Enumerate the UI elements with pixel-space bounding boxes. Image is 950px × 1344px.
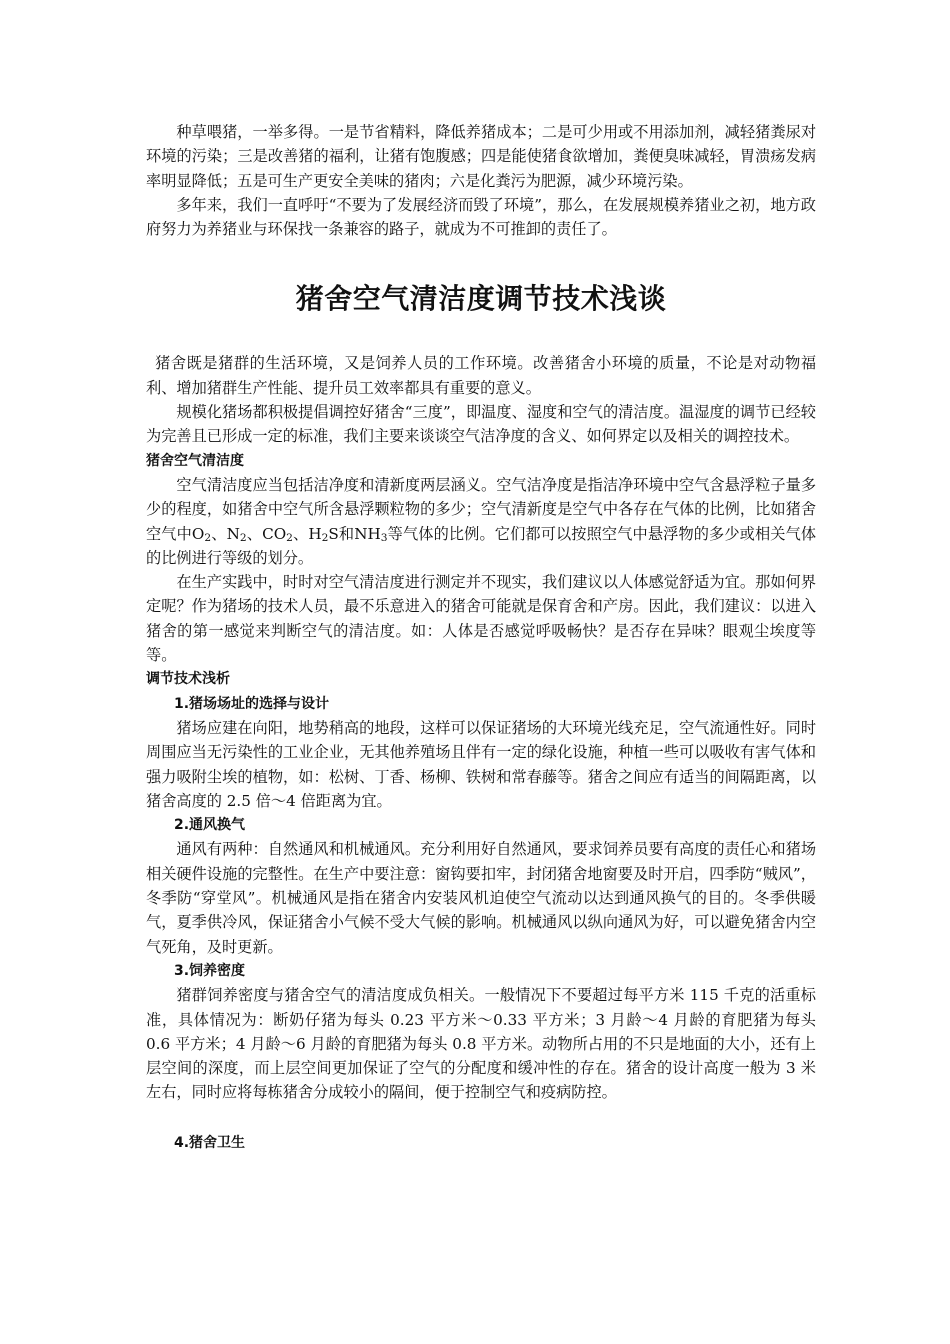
subheading-ventilation: 2.通风换气	[174, 817, 246, 834]
site-selection-paragraph: 猪场应建在向阳，地势稍高的地段，这样可以保证猪场的大环境光线充足，空气流通性好。同时周围应当无污染性的工业企业，无其他养殖场且伴有一定的绿化设施，种植一些可以吸收有害气体和强力吸附尘埃的植物，如：松树、丁香、杨柳、铁树和常春藤等。猪舍之间应有适当的间隔距离，以猪舍高度的 2.5 倍～4 倍距离为宜。	[146, 718, 816, 810]
intro-paragraph-1: 种草喂猪，一举多得。一是节省精料，降低养猪成本；二是可少用或不用添加剂，减轻猪粪尿对环境的污染；三是改善猪的福利，让猪有饱腹感；四是能使猪食欲增加，粪便臭味减轻，胃溃疡发病率明显降低；五是可生产更安全美味的猪肉；六是化粪污为肥源，减少环境污染。	[146, 123, 816, 190]
gas-n2: N2	[226, 524, 247, 544]
gas-h2s: H2S	[308, 524, 339, 544]
gas-co2: CO2	[262, 524, 293, 544]
paragraph-gap	[146, 1105, 816, 1131]
stocking-density-paragraph: 猪群饲养密度与猪舍空气的清洁度成负相关。一般情况下不要超过每平方米 115 千克的活重标准，具体情况为：断奶仔猪为每头 0.23 平方米～0.33 平方米；3 月龄～4 月龄的育肥猪为每头 0.6 平方米；4 月龄～6 月龄的育肥猪为每头 0.8 平方米。动物所占用的不只是地面的大小，还有上层空间的深度，而上层空间更加保证了空气的分配度和缓冲性的存在。猪舍的设计高度一般为 3 米左右，同时应将每栋猪舍分成较小的隔间，便于控制空气和疫病防控。	[146, 986, 816, 1102]
article-title: 猪舍空气清洁度调节技术浅谈	[295, 282, 667, 316]
gas-nh3: NH3	[354, 524, 388, 544]
section1-paragraph-1-part1: 空气清洁度应当包括洁净度和清新度两层涵义。空气洁净度是指洁净环境中空气含悬浮粒子量多少的程度，如猪舍中空气所含悬浮颗粒物的多少；空气清新度是空气中各存在气体的比例，比如猪舍空气中	[146, 475, 816, 543]
section1-paragraph-1-part2: 等气体的比例。它们都可以按照空气中悬浮物的多少或相关气体的比例进行等级的划分。	[146, 524, 817, 567]
subheading-site-selection: 1.猪场场址的选择与设计	[174, 695, 330, 712]
subheading-stocking-density: 3.饲养密度	[174, 962, 246, 979]
section1-paragraph-1: 空气清洁度应当包括洁净度和清新度两层涵义。空气洁净度是指洁净环境中空气含悬浮粒子量多少的程度，如猪舍中空气所含悬浮颗粒物的多少；空气清新度是空气中各存在气体的比例，比如猪舍空气中O2、N2、CO2、H2S和NH3等气体的比例。它们都可以按照空气中悬浮物的多少或相关气体的比例进行等级的划分。	[146, 475, 817, 567]
subheading-hygiene: 4.猪舍卫生	[174, 1134, 246, 1151]
article-paragraph-2: 规模化猪场都积极提倡调控好猪舍“三度”，即温度、湿度和空气的清洁度。温湿度的调节已经较为完善且已形成一定的标准，我们主要来谈谈空气洁净度的含义、如何界定以及相关的调控技术。	[146, 403, 816, 446]
section1-paragraph-2: 在生产实践中，时时对空气清洁度进行测定并不现实，我们建议以人体感觉舒适为宜。那如何界定呢？作为猪场的技术人员，最不乐意进入的猪舍可能就是保育舍和产房。因此，我们建议：以进入猪舍的第一感觉来判断空气的清洁度。如：人体是否感觉呼吸畅快？是否存在异味？眼观尘埃度等等。	[146, 573, 816, 665]
document-page	[146, 120, 816, 1155]
article-paragraph-1: 猪舍既是猪群的生活环境，又是饲养人员的工作环境。改善猪舍小环境的质量，不论是对动物福利、增加猪群生产性能、提升员工效率都具有重要的意义。	[146, 354, 816, 397]
section-heading-air-cleanliness: 猪舍空气清洁度	[146, 452, 244, 469]
intro-paragraph-2: 多年来，我们一直呼吁“不要为了发展经济而毁了环境”，那么，在发展规模养猪业之初，地方政府努力为养猪业与环保找一条兼容的路子，就成为不可推卸的责任了。	[146, 195, 816, 239]
ventilation-paragraph: 通风有两种：自然通风和机械通风。充分利用好自然通风，要求饲养员要有高度的责任心和猪场相关硬件设施的完整性。在生产中要注意：窗钩要扣牢，封闭猪舍地窗要及时开启，四季防“贼风”，冬季防“穿堂风”。机械通风是指在猪舍内安装风机迫使空气流动以达到通风换气的目的。冬季供暖气，夏季供冷风，保证猪舍小气候不受大气候的影响。机械通风以纵向通风为好，可以避免猪舍内空气死角，及时更新。	[146, 840, 816, 956]
section-heading-regulation-techniques: 调节技术浅析	[146, 671, 230, 688]
gas-o2: O2	[191, 524, 212, 544]
